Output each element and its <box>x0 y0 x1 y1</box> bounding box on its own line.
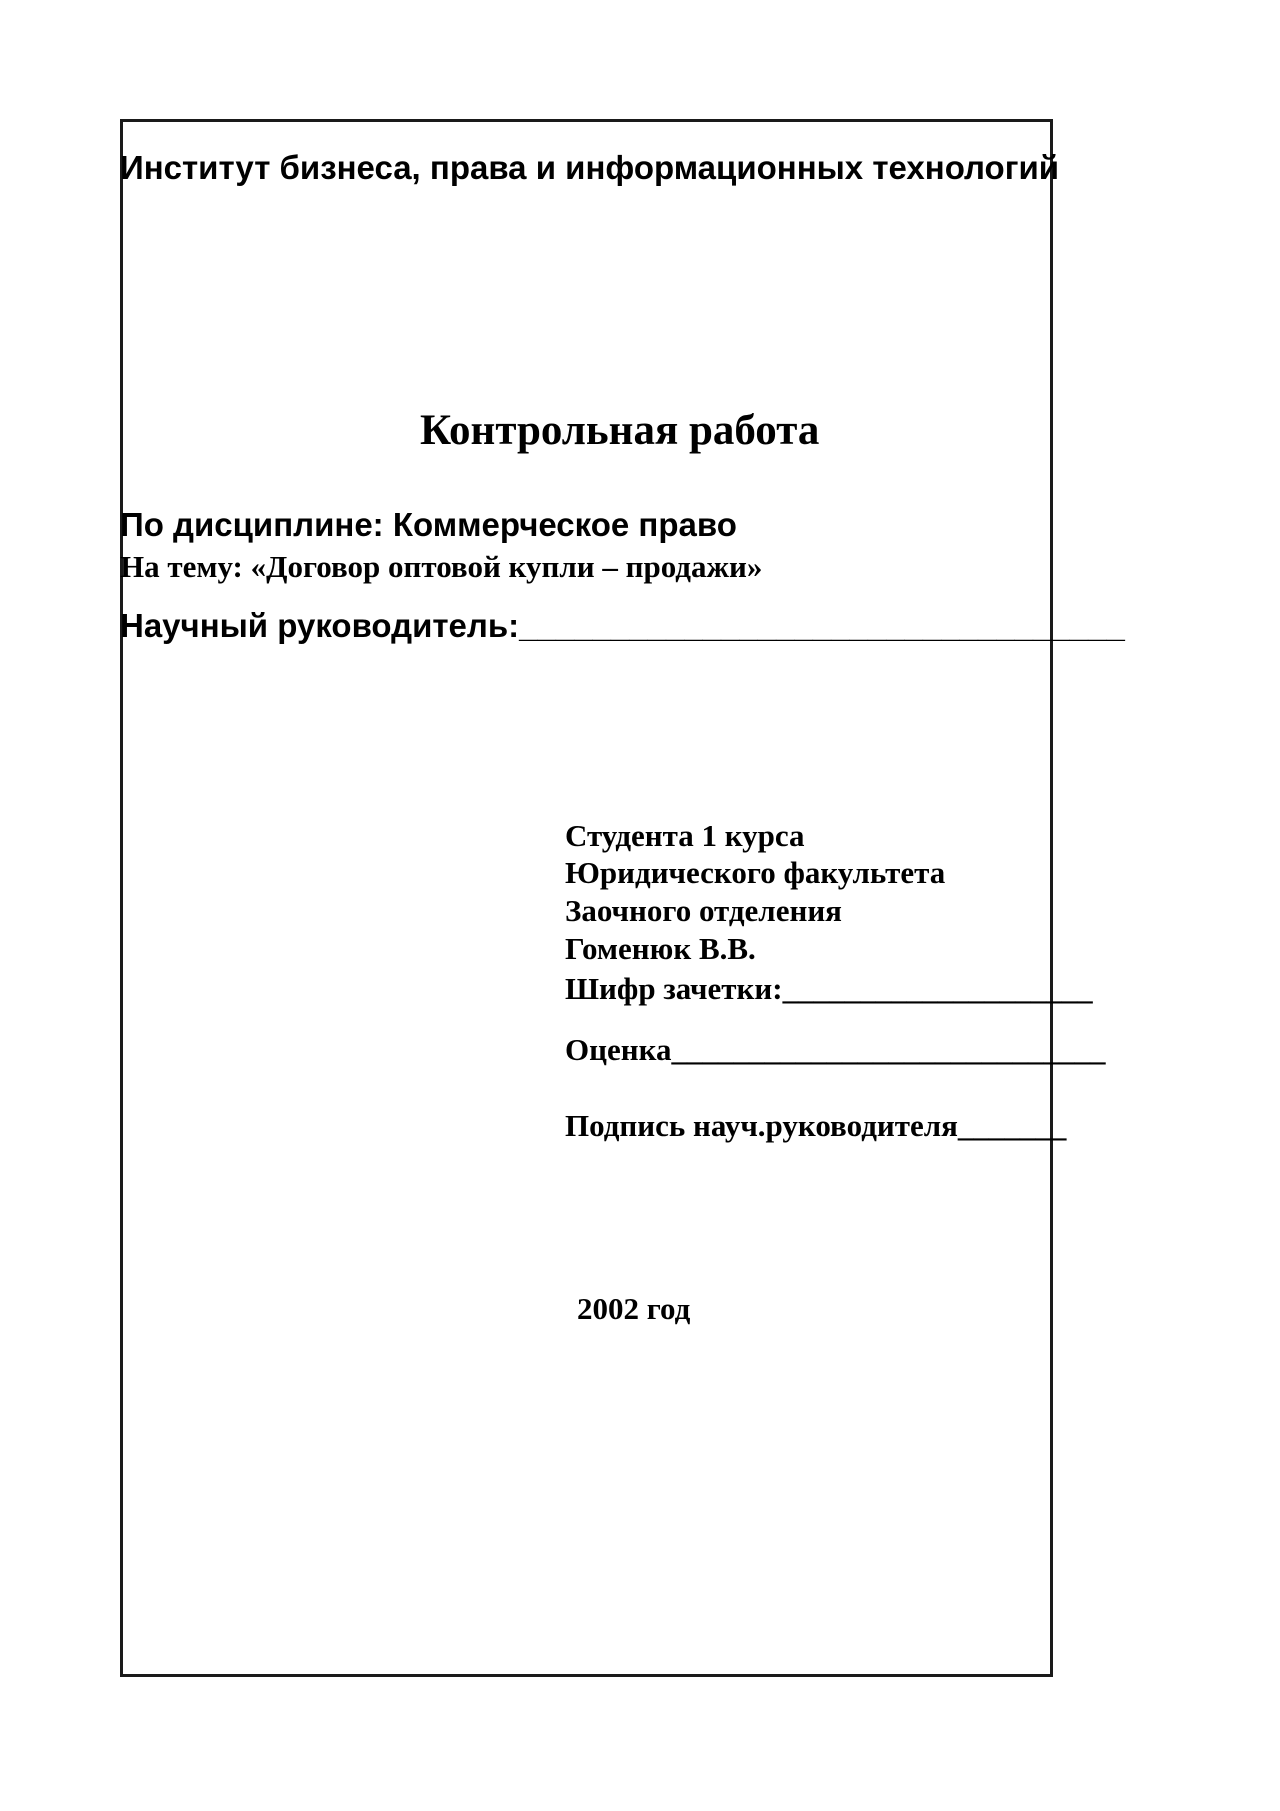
student-department: Заочного отделения <box>565 893 842 928</box>
record-book-line: Шифр зачетки:____________________ <box>565 971 1093 1006</box>
student-course: Студента 1 курса <box>565 818 805 853</box>
document-title: Контрольная работа <box>420 407 820 454</box>
supervisor-signature-line: Подпись науч.руководителя_______ <box>565 1108 1067 1143</box>
student-faculty: Юридического факультета <box>565 855 946 890</box>
student-name: Гоменюк В.В. <box>565 931 756 966</box>
year: 2002 год <box>577 1291 691 1326</box>
topic-line: На тему: «Договор оптовой купли – продажи» <box>120 549 763 584</box>
grade-line: Оценка____________________________ <box>565 1032 1106 1067</box>
discipline-line: По дисциплине: Коммерческое право <box>120 506 737 543</box>
institute-name: Институт бизнеса, права и информационных технологий <box>120 149 1060 186</box>
supervisor-line: Научный руководитель:_________________________________ <box>120 607 1125 644</box>
